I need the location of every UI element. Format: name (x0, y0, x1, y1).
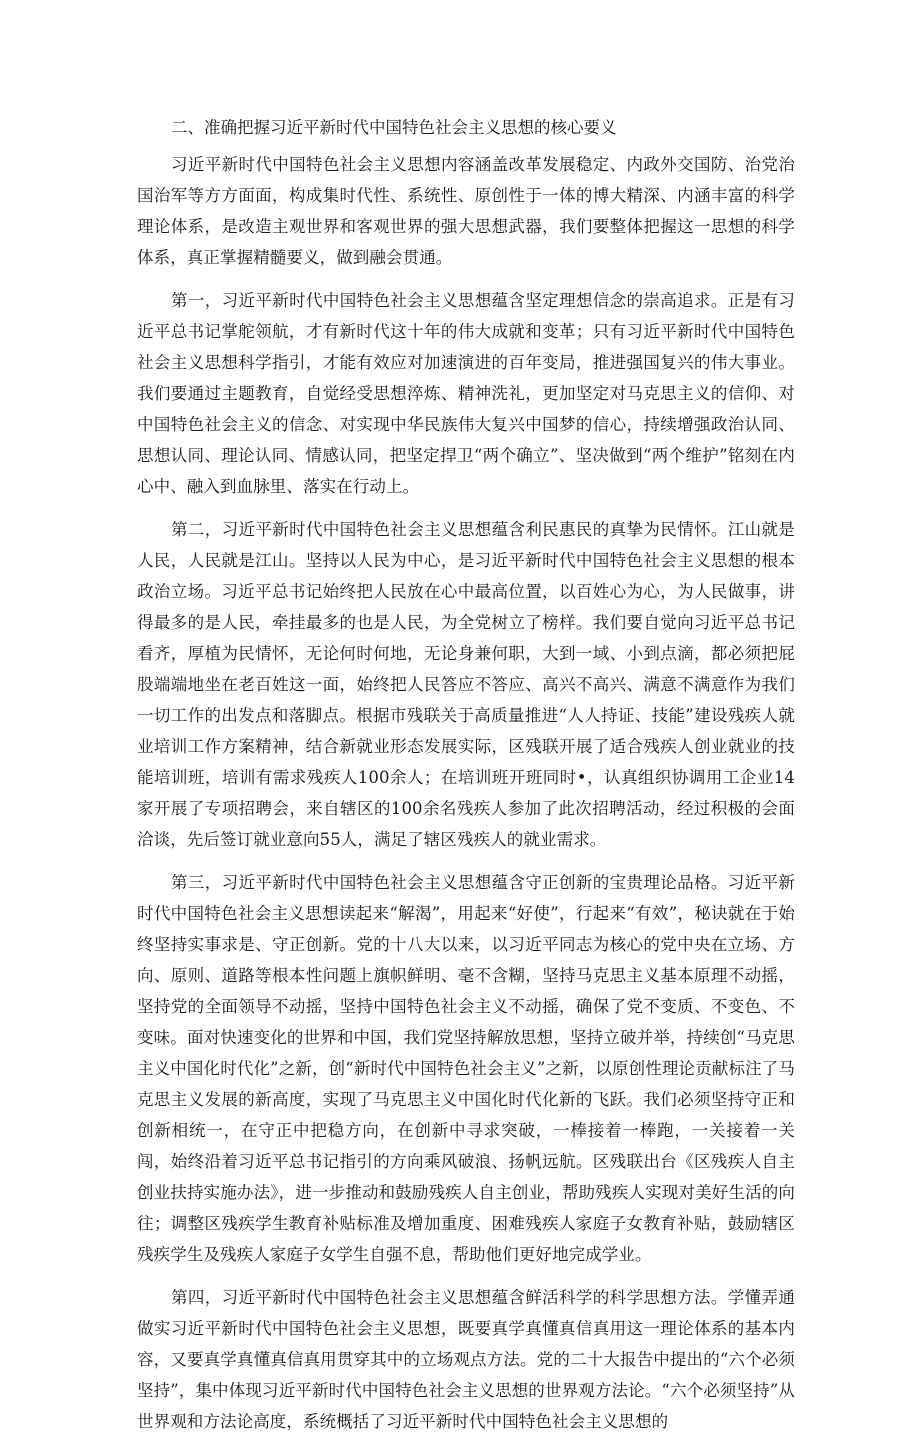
paragraph-intro: 习近平新时代中国特色社会主义思想内容涵盖改革发展稳定、内政外交国防、治党治国治军等方方面面，构成集时代性、系统性、原创性于一体的博大精深、内涵丰富的科学理论体系，是改造主观世界和客观世界的强大思想武器，我们要整体把握这一思想的科学体系，真正掌握精髓要义，做到融会贯通。 (137, 155, 795, 267)
paragraph-third: 第三，习近平新时代中国特色社会主义思想蕴含守正创新的宝贵理论品格。习近平新时代中国特色社会主义思想读起来“解渴”，用起来“好使”，行起来“有效”，秘诀就在于始终坚持实事求是、守正创新。党的十八大以来，以习近平同志为核心的党中央在立场、方向、原则、道路等根本性问题上旗帜鲜明、毫不含糊，坚持马克思主义基本原理不动摇，坚持党的全面领导不动摇，坚持中国特色社会主义不动摇，确保了党不变质、不变色、不变味。面对快速变化的世界和中国，我们党坚持解放思想，坚持立破并举，持续创“马克思主义中国化时代化”之新，创“新时代中国特色社会主义”之新，以原创性理论贡献标注了马克思主义发展的新高度，实现了马克思主义中国化时代化新的飞跃。我们必须坚持守正和创新相统一，在守正中把稳方向，在创新中寻求突破，一棒接着一棒跑，一关接着一关闯，始终沿着习近平总书记指引的方向乘风破浪、扬帆远航。区残联出台《区残疾人自主创业扶持实施办法》，进一步推动和鼓励残疾人自主创业，帮助残疾人实现对美好生活的向往；调整区残疾学生教育补贴标准及增加重度、困难残疾人家庭子女教育补贴，鼓励辖区残疾学生及残疾人家庭子女学生自强不息，帮助他们更好地完成学业。 (137, 873, 795, 1264)
paragraph-first: 第一，习近平新时代中国特色社会主义思想蕴含坚定理想信念的崇高追求。正是有习近平总书记掌舵领航，才有新时代这十年的伟大成就和变革；只有习近平新时代中国特色社会主义思想科学指引，才能有效应对加速演进的百年变局，推进强国复兴的伟大事业。我们要通过主题教育，自觉经受思想淬炼、精神洗礼，更加坚定对马克思主义的信仰、对中国特色社会主义的信念、对实现中华民族伟大复兴中国梦的信心，持续增强政治认同、思想认同、理论认同、情感认同，把坚定捍卫“两个确立”、坚决做到“两个维护”铭刻在内心中、融入到血脉里、落实在行动上。 (137, 291, 795, 496)
paragraph-second: 第二，习近平新时代中国特色社会主义思想蕴含利民惠民的真挚为民情怀。江山就是人民，人民就是江山。坚持以人民为中心，是习近平新时代中国特色社会主义思想的根本政治立场。习近平总书记始终把人民放在心中最高位置，以百姓心为心，为人民做事，讲得最多的是人民，牵挂最多的也是人民，为全党树立了榜样。我们要自觉向习近平总书记看齐，厚植为民情怀，无论何时何地，无论身兼何职，大到一域、小到点滴，都必须把屁股端端地坐在老百姓这一面，始终把人民答应不答应、高兴不高兴、满意不满意作为我们一切工作的出发点和落脚点。根据市残联关于高质量推进“人人持证、技能”建设残疾人就业培训工作方案精神，结合新就业形态发展实际，区残联开展了适合残疾人创业就业的技能培训班，培训有需求残疾人100余人；在培训班开班同时•，认真组织协调用工企业14家开展了专项招聘会，来自辖区的100余名残疾人参加了此次招聘活动，经过积极的会面洽谈，先后签订就业意向55人，满足了辖区残疾人的就业需求。 (137, 520, 795, 849)
document-page (137, 113, 795, 1449)
section-title: 二、准确把握习近平新时代中国特色社会主义思想的核心要义 (171, 118, 617, 137)
paragraph-fourth: 第四，习近平新时代中国特色社会主义思想蕴含鲜活科学的科学思想方法。学懂弄通做实习近平新时代中国特色社会主义思想，既要真学真懂真信真用这一理论体系的基本内容，又要真学真懂真信真用贯穿其中的立场观点方法。党的二十大报告中提出的“六个必须坚持”，集中体现习近平新时代中国特色社会主义思想的世界观方法论。“六个必须坚持”从世界观和方法论高度，系统概括了习近平新时代中国特色社会主义思想的 (137, 1288, 795, 1431)
